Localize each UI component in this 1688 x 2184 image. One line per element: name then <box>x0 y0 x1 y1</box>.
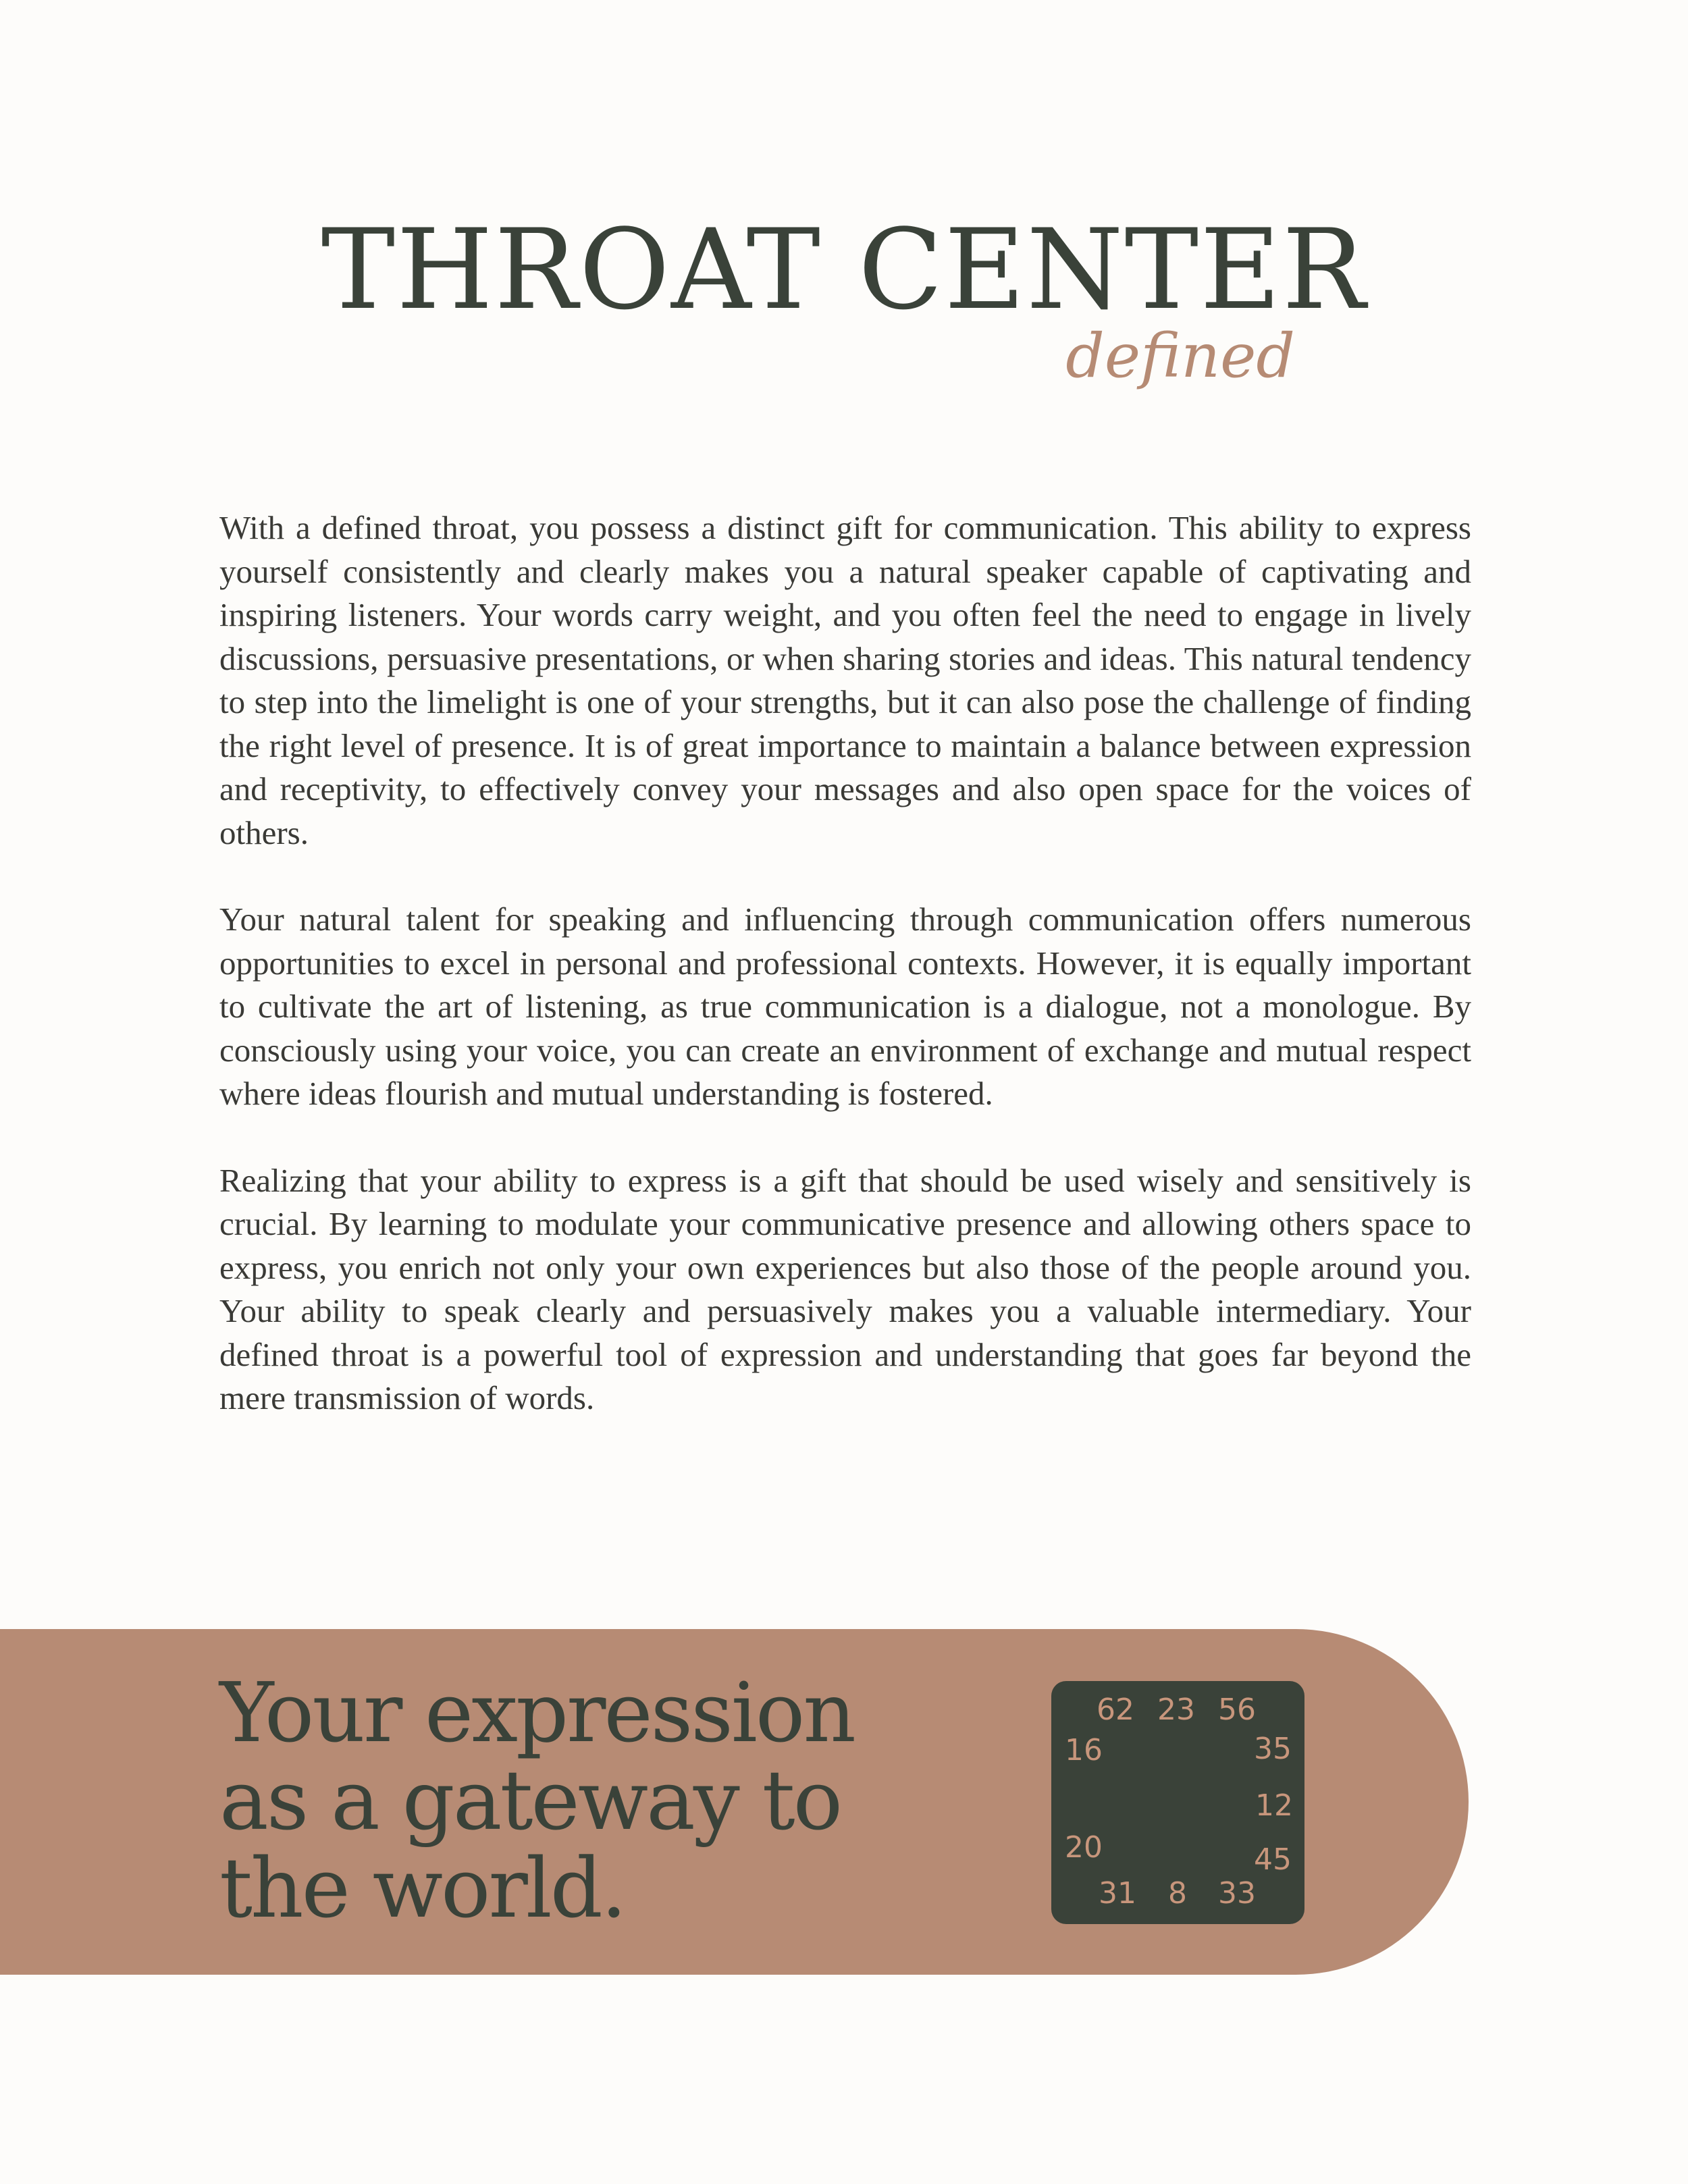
gate-31: 31 <box>1099 1876 1136 1911</box>
gate-12: 12 <box>1255 1788 1293 1823</box>
paragraph-2: Your natural talent for speaking and influencing through communication offers numerous opportunities to excel in personal and professional contexts. However, it is equally important to cultivate the art of listening, as true communication is a dialogue, not a monologue. By consciously using your voice, you can create an environment of exchange and mutual respect where ideas flourish and mutual understanding is fostered. <box>219 901 1471 1112</box>
tagline-line-2: as a gateway to <box>219 1753 841 1848</box>
page-subtitle: defined <box>1065 321 1295 392</box>
page-title: THROAT CENTER <box>321 205 1367 334</box>
gate-8: 8 <box>1168 1876 1187 1911</box>
gate-45: 45 <box>1254 1842 1292 1877</box>
gate-35: 35 <box>1254 1732 1292 1766</box>
body-text <box>219 506 1471 1464</box>
paragraph-3: Realizing that your ability to express is a gift that should be used wisely and sensitively is crucial. By learning to modulate your communicative presence and allowing others space to express, you enrich not only your own experiences but also those of the people around you. Your ability to speak clearly and persuasively makes you a valuable intermediary. Your defined throat is a powerful tool of expression and understanding that goes far beyond the mere transmission of words. <box>219 1161 1471 1416</box>
gate-56: 56 <box>1218 1693 1256 1727</box>
gate-23: 23 <box>1157 1693 1195 1727</box>
tagline <box>219 1665 854 1936</box>
gate-33: 33 <box>1218 1876 1256 1911</box>
tagline-line-1: Your expression <box>219 1665 854 1761</box>
gate-62: 62 <box>1097 1693 1134 1727</box>
gate-16: 16 <box>1065 1733 1103 1767</box>
tagline-line-3: the world. <box>219 1840 625 1936</box>
throat-center-gates-box <box>1051 1681 1304 1924</box>
gate-20: 20 <box>1065 1830 1103 1865</box>
paragraph-1: With a defined throat, you possess a distinct gift for communication. This ability to express yourself consistently and clearly makes you a natural speaker capable of captivating and inspiring listeners. Your words carry weight, and you often feel the need to engage in lively discussions, persuasive presentations, or when sharing stories and ideas. This natural tendency to step into the limelight is one of your strengths, but it can also pose the challenge of finding the right level of presence. It is of great importance to maintain a balance between expression and receptivity, to effectively convey your messages and also open space for the voices of others. <box>219 509 1471 851</box>
